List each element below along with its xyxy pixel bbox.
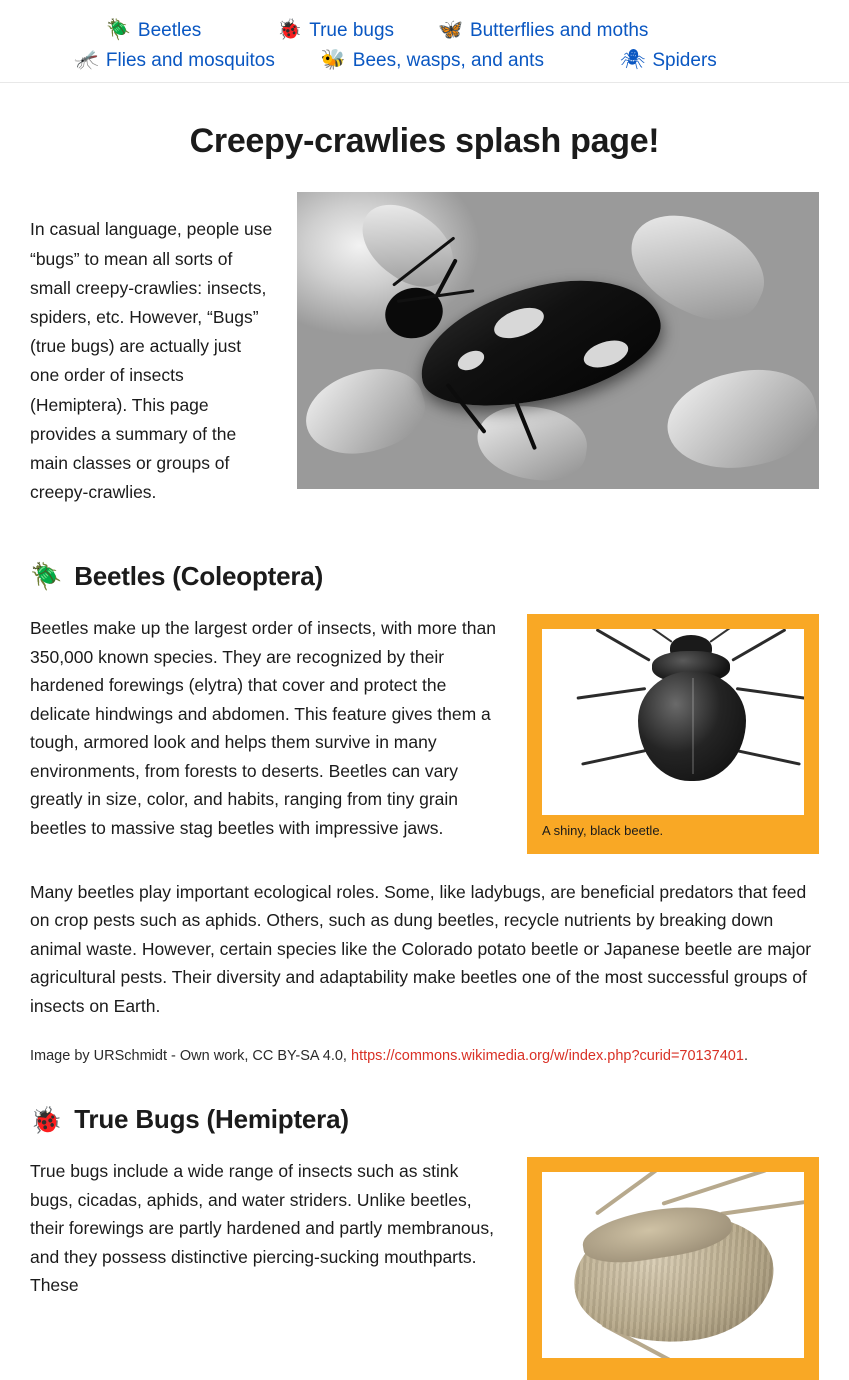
beetle-icon: 🪲 bbox=[30, 561, 63, 592]
black-beetle-illustration bbox=[542, 629, 804, 815]
section-heading-beetles-text: Beetles (Coleoptera) bbox=[74, 560, 324, 591]
nav-link-true-bugs[interactable] bbox=[277, 20, 394, 40]
nav-row-2 bbox=[30, 50, 819, 70]
spider-icon: 🕷 bbox=[619, 49, 646, 71]
figure-beetle-caption: A shiny, black beetle. bbox=[542, 822, 664, 838]
beetle-leg bbox=[731, 629, 786, 662]
beetle-leg bbox=[596, 629, 651, 662]
nav-link-bees-wasps-and-ants-label: Bees, wasps, and ants bbox=[352, 49, 544, 71]
stink-bug-leg bbox=[661, 1172, 767, 1206]
beetle-icon: 🪲 bbox=[106, 19, 131, 41]
nav-row-1 bbox=[30, 20, 819, 40]
beetle-antenna bbox=[709, 629, 743, 643]
image-credit-suffix: . bbox=[743, 1048, 748, 1065]
figure-beetle-photo bbox=[542, 629, 804, 815]
figure-stink-bug-caption bbox=[527, 1366, 819, 1380]
nav-link-beetles[interactable] bbox=[106, 20, 201, 40]
section-heading-true-bugs bbox=[30, 1104, 819, 1135]
intro-paragraph: In casual language, people use “bugs” to mean all sorts of small creepy-crawlies: insects, spiders, etc. However, “Bugs” (true bugs) are actually just one order of insects (Hemiptera). This page provides a summary of the main classes or groups of creepy-crawlies. bbox=[30, 219, 273, 503]
figure-stink-bug-photo bbox=[542, 1172, 804, 1358]
fly-icon: 🦟 bbox=[74, 49, 99, 71]
section-body-true-bugs bbox=[30, 1157, 819, 1380]
nav-link-spiders-label: Spiders bbox=[652, 49, 717, 71]
nav-link-true-bugs-label: True bugs bbox=[309, 19, 395, 41]
beetle-leg bbox=[581, 749, 646, 766]
beetle-elytra bbox=[638, 671, 746, 781]
page-title: Creepy-crawlies splash page! bbox=[189, 122, 660, 160]
beetle-leg bbox=[736, 749, 801, 766]
nav-link-flies-and-mosquitos-label: Flies and mosquitos bbox=[105, 49, 275, 71]
section-heading-beetles bbox=[30, 561, 819, 592]
main-content bbox=[0, 121, 849, 1380]
intro-block bbox=[30, 192, 819, 525]
figure-beetle-card bbox=[527, 614, 819, 854]
nav-link-spiders[interactable] bbox=[620, 50, 717, 70]
nav-link-flies-and-mosquitos[interactable] bbox=[74, 50, 275, 70]
beetles-paragraph-2: Many beetles play important ecological roles. Some, like ladybugs, are beneficial predators that feed on crop pests such as aphids. Others, such as dung beetles, recycle nutrients by breaking down animal waste. However, certain species like the Colorado potato beetle or Japanese beetle are major agricultural pests. Their diversity and adaptability make beetles one of the most successful groups of insects on Earth. bbox=[30, 881, 812, 1016]
section-heading-true-bugs-text: True Bugs (Hemiptera) bbox=[74, 1104, 349, 1135]
true-bug-icon: 🐞 bbox=[30, 1104, 63, 1135]
beetle-leg bbox=[736, 687, 804, 700]
stink-bug-leg bbox=[720, 1200, 804, 1216]
section-body-beetles bbox=[30, 614, 819, 854]
beetle-leg bbox=[576, 687, 646, 700]
figure-stink-bug-card bbox=[527, 1157, 819, 1380]
nav-link-butterflies-and-moths[interactable] bbox=[438, 20, 648, 40]
true-bugs-paragraph-1: True bugs include a wide range of insects such as stink bugs, cicadas, aphids, and water striders. Unlike beetles, their forewings are partly hardened and partly membranous, and they possess distinctive piercing-sucking mouthparts. These bbox=[30, 1161, 494, 1296]
true-bug-icon: 🐞 bbox=[277, 19, 303, 41]
nav-link-beetles-label: Beetles bbox=[137, 19, 202, 41]
image-credit-beetle bbox=[30, 1046, 819, 1068]
nav-link-bees-wasps-and-ants[interactable] bbox=[321, 50, 544, 70]
top-navigation bbox=[0, 0, 849, 83]
image-credit-prefix: Image by URSchmidt - Own work, CC BY-SA 4.0, bbox=[30, 1048, 351, 1065]
beetle-antenna bbox=[639, 629, 673, 643]
bee-icon: 🐝 bbox=[320, 49, 346, 71]
hero-beetle-photo bbox=[297, 192, 819, 489]
stink-bug-illustration bbox=[542, 1172, 804, 1358]
nav-link-butterflies-and-moths-label: Butterflies and moths bbox=[469, 19, 649, 41]
beetles-paragraph-1: Beetles make up the largest order of insects, with more than 350,000 known species. They are recognized by their hardened forewings (elytra) that cover and protect the delicate hindwings and abdomen. This feature gives them a tough, armored look and helps them survive in many environments, from forests to deserts. Beetles can vary greatly in size, color, and habits, ranging from tiny grain beetles to massive stag beetles with impressive jaws. bbox=[30, 617, 496, 838]
image-credit-link[interactable]: https://commons.wikimedia.org/w/index.php?curid=70137401 bbox=[351, 1048, 744, 1065]
butterfly-icon: 🦋 bbox=[438, 19, 463, 41]
